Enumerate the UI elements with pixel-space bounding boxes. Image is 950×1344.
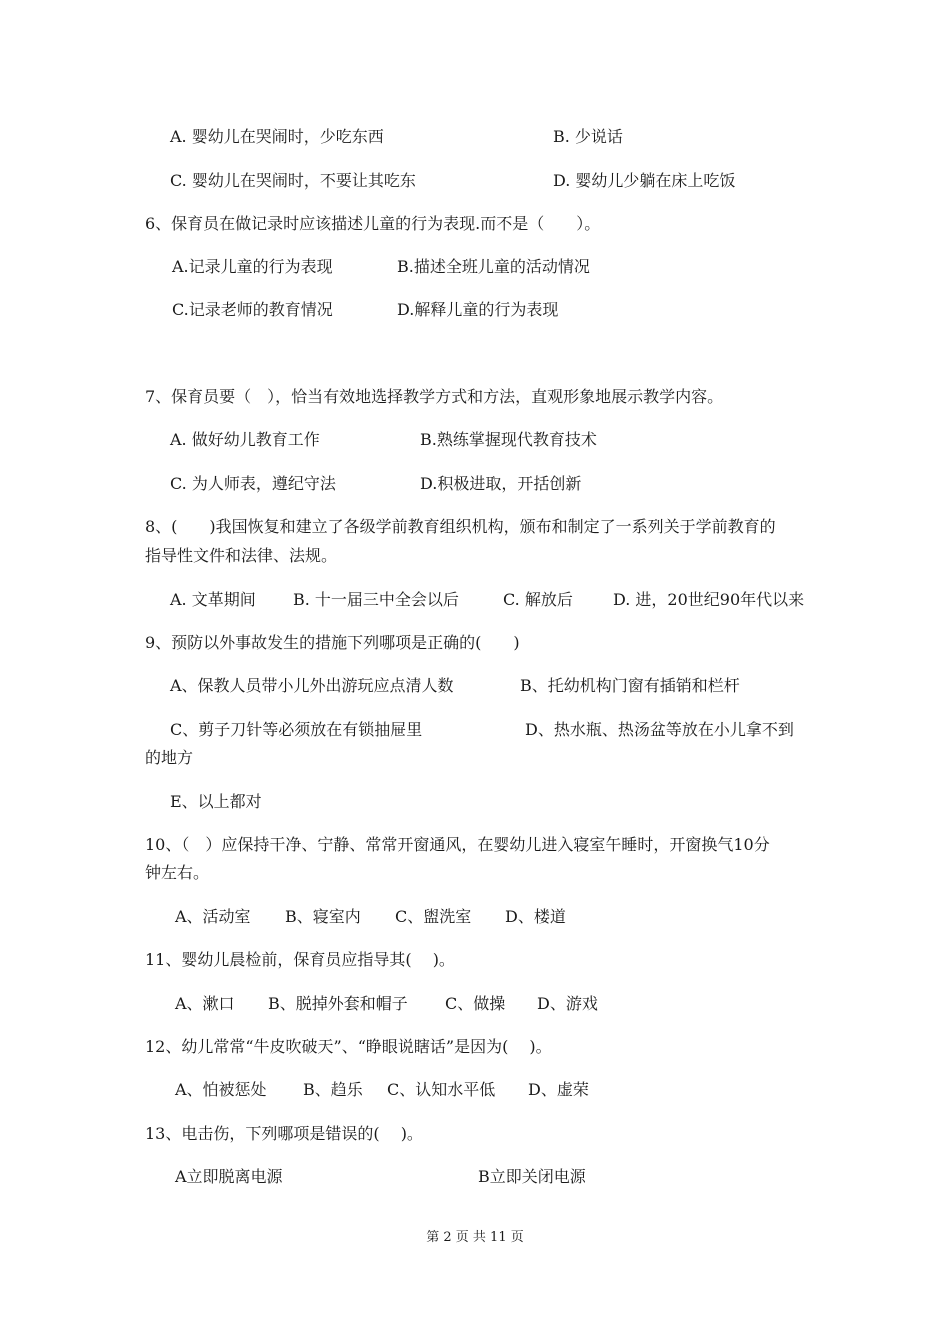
q7-option-a: A. 做好幼儿教育工作 <box>170 430 320 449</box>
q5-option-c: C. 婴幼儿在哭闹时，不要让其吃东 <box>170 171 416 190</box>
q8-option-b: B. 十一届三中全会以后 <box>293 590 459 609</box>
q10-stem-line2: 钟左右。 <box>145 863 210 882</box>
q7-option-b: B.熟练掌握现代教育技术 <box>420 430 597 449</box>
q8-stem-line2: 指导性文件和法律、法规。 <box>145 546 338 565</box>
q11-option-c: C、做操 <box>445 994 506 1013</box>
q11-stem: 11、婴幼儿晨检前，保育员应指导其( )。 <box>145 950 455 969</box>
q13-option-b: B立即关闭电源 <box>478 1167 586 1186</box>
q9-option-c: C、剪子刀针等必须放在有锁抽屉里 <box>170 720 423 739</box>
q12-option-c: C、认知水平低 <box>387 1080 496 1099</box>
q9-option-e: E、以上都对 <box>170 792 262 811</box>
q10-option-c: C、盥洗室 <box>395 907 472 926</box>
q6-option-c: C.记录老师的教育情况 <box>172 300 333 319</box>
q13-stem: 13、电击伤，下列哪项是错误的( )。 <box>145 1124 423 1143</box>
q9-option-d-continued: 的地方 <box>145 748 194 767</box>
q10-option-d: D、楼道 <box>505 907 566 926</box>
q5-option-a: A. 婴幼儿在哭闹时，少吃东西 <box>170 127 384 146</box>
q11-option-b: B、脱掉外套和帽子 <box>268 994 408 1013</box>
q5-option-d: D. 婴幼儿少躺在床上吃饭 <box>553 171 736 190</box>
q7-stem: 7、保育员要（ ），恰当有效地选择教学方式和方法，直观形象地展示教学内容。 <box>145 387 724 406</box>
q9-option-b: B、托幼机构门窗有插销和栏杆 <box>520 676 740 695</box>
q12-stem: 12、幼儿常常“牛皮吹破天”、“睁眼说瞎话”是因为( )。 <box>145 1037 552 1056</box>
q6-option-d: D.解释儿童的行为表现 <box>397 300 559 319</box>
q7-option-c: C. 为人师表，遵纪守法 <box>170 474 336 493</box>
q5-option-b: B. 少说话 <box>553 127 623 146</box>
q13-option-a: A立即脱离电源 <box>175 1167 283 1186</box>
q7-option-d: D.积极进取，开括创新 <box>420 474 582 493</box>
q9-stem: 9、预防以外事故发生的措施下列哪项是正确的( ) <box>145 633 520 652</box>
q6-stem: 6、保育员在做记录时应该描述儿童的行为表现.而不是（ ）。 <box>145 214 601 233</box>
q8-option-c: C. 解放后 <box>503 590 573 609</box>
q12-option-b: B、趋乐 <box>303 1080 363 1099</box>
q9-option-a: A、保教人员带小儿外出游玩应点清人数 <box>170 676 454 695</box>
q9-option-d: D、热水瓶、热汤盆等放在小儿拿不到 <box>525 720 794 739</box>
q12-option-a: A、怕被惩处 <box>175 1080 267 1099</box>
q10-option-b: B、寝室内 <box>285 907 361 926</box>
q6-option-b: B.描述全班儿童的活动情况 <box>397 257 590 276</box>
q10-stem-line1: 10、（ ）应保持干净、宁静、常常开窗通风，在婴幼儿进入寝室午睡时，开窗换气10分 <box>145 835 770 854</box>
q8-stem-line1: 8、( )我国恢复和建立了各级学前教育组织机构，颁布和制定了一系列关于学前教育的 <box>145 517 776 536</box>
q8-option-a: A. 文革期间 <box>170 590 256 609</box>
q10-option-a: A、活动室 <box>175 907 251 926</box>
q11-option-a: A、漱口 <box>175 994 235 1013</box>
q6-option-a: A.记录儿童的行为表现 <box>172 257 333 276</box>
q8-option-d: D. 进，20世纪90年代以来 <box>613 590 805 609</box>
q12-option-d: D、虚荣 <box>528 1080 589 1099</box>
q11-option-d: D、游戏 <box>537 994 598 1013</box>
page-number-footer: 第 2 页 共 11 页 <box>426 1230 524 1245</box>
